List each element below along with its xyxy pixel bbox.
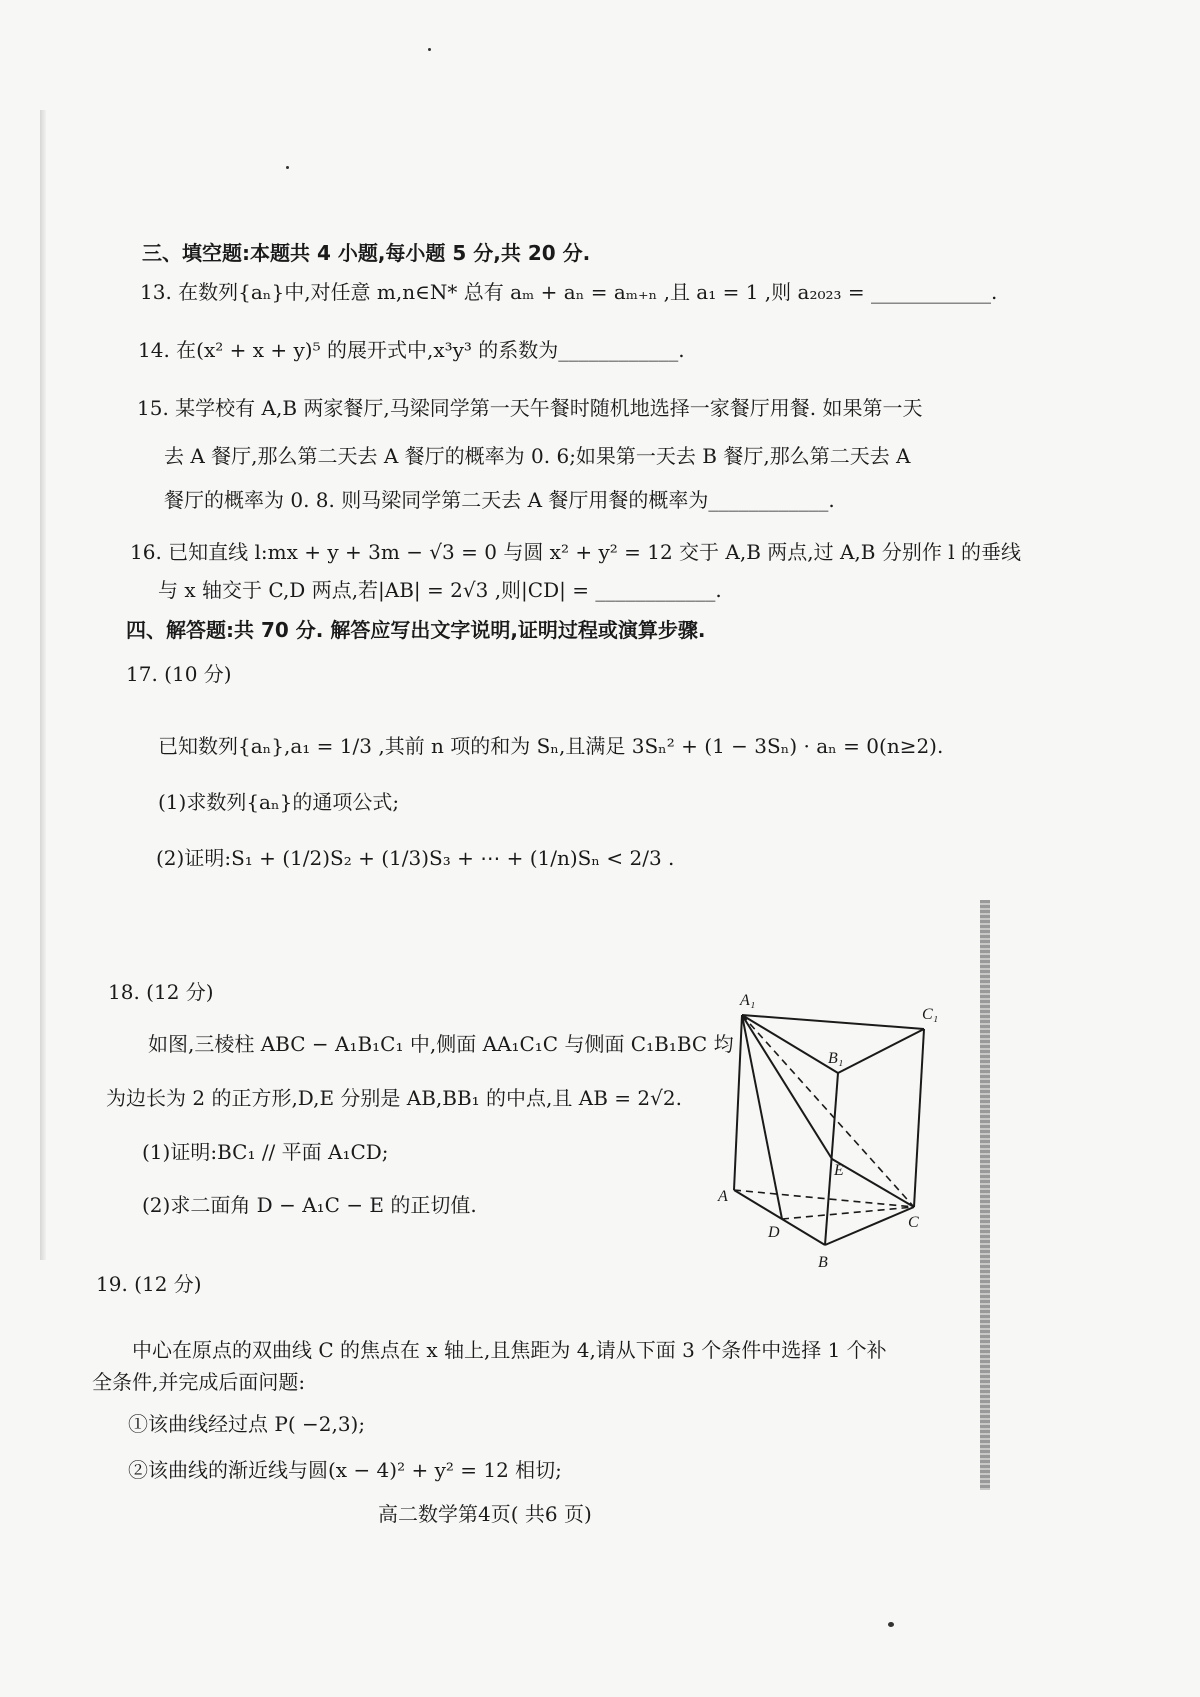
- scan-right-edge: [980, 900, 990, 1490]
- question-18-line2: 为边长为 2 的正方形,D,E 分别是 AB,BB₁ 的中点,且 AB = 2√2.: [106, 1086, 682, 1110]
- section4-header: 四、解答题:共 70 分. 解答应写出文字说明,证明过程或演算步骤.: [126, 618, 706, 642]
- question-17-part1: (1)求数列{aₙ}的通项公式;: [158, 790, 400, 814]
- prism-figure: [700, 975, 960, 1275]
- page-footer: 高二数学第4页( 共6 页): [378, 1502, 592, 1526]
- question-19-line1: 中心在原点的双曲线 C 的焦点在 x 轴上,且焦距为 4,请从下面 3 个条件中选择 1 个补: [132, 1338, 887, 1362]
- question-15-line2: 去 A 餐厅,那么第二天去 A 餐厅的概率为 0. 6;如果第一天去 B 餐厅,那么第二天去 A: [164, 444, 911, 468]
- label-A: A: [718, 1188, 728, 1205]
- dashed-A1-C: [742, 1015, 914, 1207]
- dashed-D-C: [782, 1207, 914, 1219]
- scan-speck: [428, 48, 431, 51]
- question-17-part2: (2)证明:S₁ + (1/2)S₂ + (1/3)S₃ + ⋯ + (1/n)Sₙ < 2/3 .: [156, 846, 675, 870]
- question-18-number: 18. (12 分): [108, 980, 214, 1004]
- question-19-condition2: ②该曲线的渐近线与圆(x − 4)² + y² = 12 相切;: [128, 1458, 562, 1482]
- label-C: C: [908, 1214, 919, 1231]
- question-15-line1: 15. 某学校有 A,B 两家餐厅,马梁同学第一天午餐时随机地选择一家餐厅用餐. 如果第一天: [137, 396, 923, 420]
- question-19-line2: 全条件,并完成后面问题:: [92, 1370, 306, 1394]
- edge-B-C: [825, 1207, 914, 1245]
- question-17-number: 17. (10 分): [126, 662, 232, 686]
- question-16-line2: 与 x 轴交于 C,D 两点,若|AB| = 2√3 ,则|CD| = ____________.: [158, 578, 722, 602]
- question-19-number: 19. (12 分): [96, 1272, 202, 1296]
- question-18-part1: (1)证明:BC₁ // 平面 A₁CD;: [142, 1140, 389, 1164]
- question-13: 13. 在数列{aₙ}中,对任意 m,n∈N* 总有 aₘ + aₙ = aₘ₊ₙ ,且 a₁ = 1 ,则 a₂₀₂₃ = ____________.: [140, 280, 998, 304]
- question-18-part2: (2)求二面角 D − A₁C − E 的正切值.: [142, 1193, 477, 1217]
- label-D: D: [768, 1224, 780, 1241]
- question-16-line1: 16. 已知直线 l:mx + y + 3m − √3 = 0 与圆 x² + y² = 12 交于 A,B 两点,过 A,B 分别作 l 的垂线: [130, 540, 1021, 564]
- question-14: 14. 在(x² + x + y)⁵ 的展开式中,x³y³ 的系数为____________.: [138, 338, 685, 362]
- scan-speck: [286, 166, 289, 169]
- scan-speck: [888, 1622, 894, 1627]
- dashed-A-C: [734, 1190, 914, 1207]
- question-19-condition1: ①该曲线经过点 P( −2,3);: [128, 1412, 366, 1436]
- question-18-line1: 如图,三棱柱 ABC − A₁B₁C₁ 中,侧面 AA₁C₁C 与侧面 C₁B₁BC 均: [148, 1032, 734, 1056]
- edge-A1-A: [734, 1015, 742, 1190]
- label-A1: A₁: [740, 992, 756, 1009]
- label-E: E: [834, 1162, 844, 1179]
- scan-left-edge: [40, 110, 46, 1260]
- edge-A1-B1: [742, 1015, 838, 1073]
- label-B1: B₁: [828, 1050, 844, 1067]
- label-C1: C₁: [922, 1006, 939, 1023]
- edge-C1-C: [914, 1029, 924, 1207]
- edge-A1-C1: [742, 1015, 924, 1029]
- section3-header: 三、填空题:本题共 4 小题,每小题 5 分,共 20 分.: [142, 241, 591, 265]
- question-17-stem: 已知数列{aₙ},a₁ = 1/3 ,其前 n 项的和为 Sₙ,且满足 3Sₙ² + (1 − 3Sₙ) · aₙ = 0(n≥2).: [158, 734, 944, 758]
- label-B: B: [818, 1254, 828, 1271]
- edge-B1-C1: [838, 1029, 924, 1073]
- question-15-line3: 餐厅的概率为 0. 8. 则马梁同学第二天去 A 餐厅用餐的概率为____________.: [164, 488, 835, 512]
